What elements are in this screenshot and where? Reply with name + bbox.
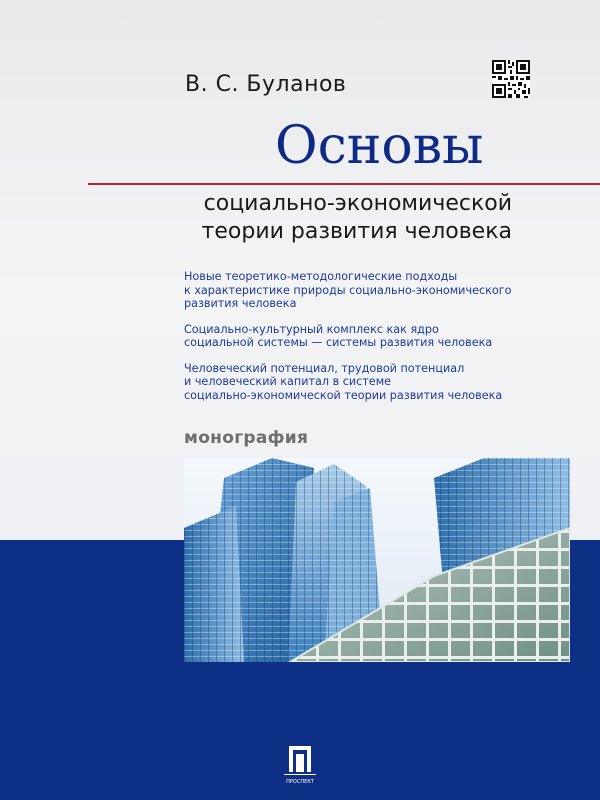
subtitle-line: теории развития человека [201,219,512,244]
book-subtitle [72,190,512,246]
genre-label: монография [184,428,309,448]
topic-line: социально-экономической теории развития человека [184,388,503,402]
topic-line: к характеристике природы социально-экономического [184,283,512,297]
qr-code-icon [492,60,530,98]
publisher-logo [280,740,320,788]
author-name: В. С. Буланов [185,72,347,97]
topic-item [184,270,544,311]
topic-item [184,323,544,350]
topic-line: развития человека [184,297,297,310]
publisher-name: ПРОСПЕКТ [286,779,314,785]
topic-line: Социально-культурный комплекс как ядро [184,322,439,336]
topic-line: Новые теоретико-методологические подходы [184,270,458,283]
title-divider [88,183,600,185]
topic-item [184,362,544,403]
topic-line: Человеческий потенциал, трудовой потенциал [184,361,465,375]
topic-line: и человеческий капитал в системе [184,375,392,388]
topic-line: социальной системы — системы развития человека [184,336,493,349]
topics-list [184,270,544,414]
subtitle-line: социально-экономической [203,191,512,216]
skyscrapers-photo [184,458,570,662]
book-title: Основы [275,116,484,176]
